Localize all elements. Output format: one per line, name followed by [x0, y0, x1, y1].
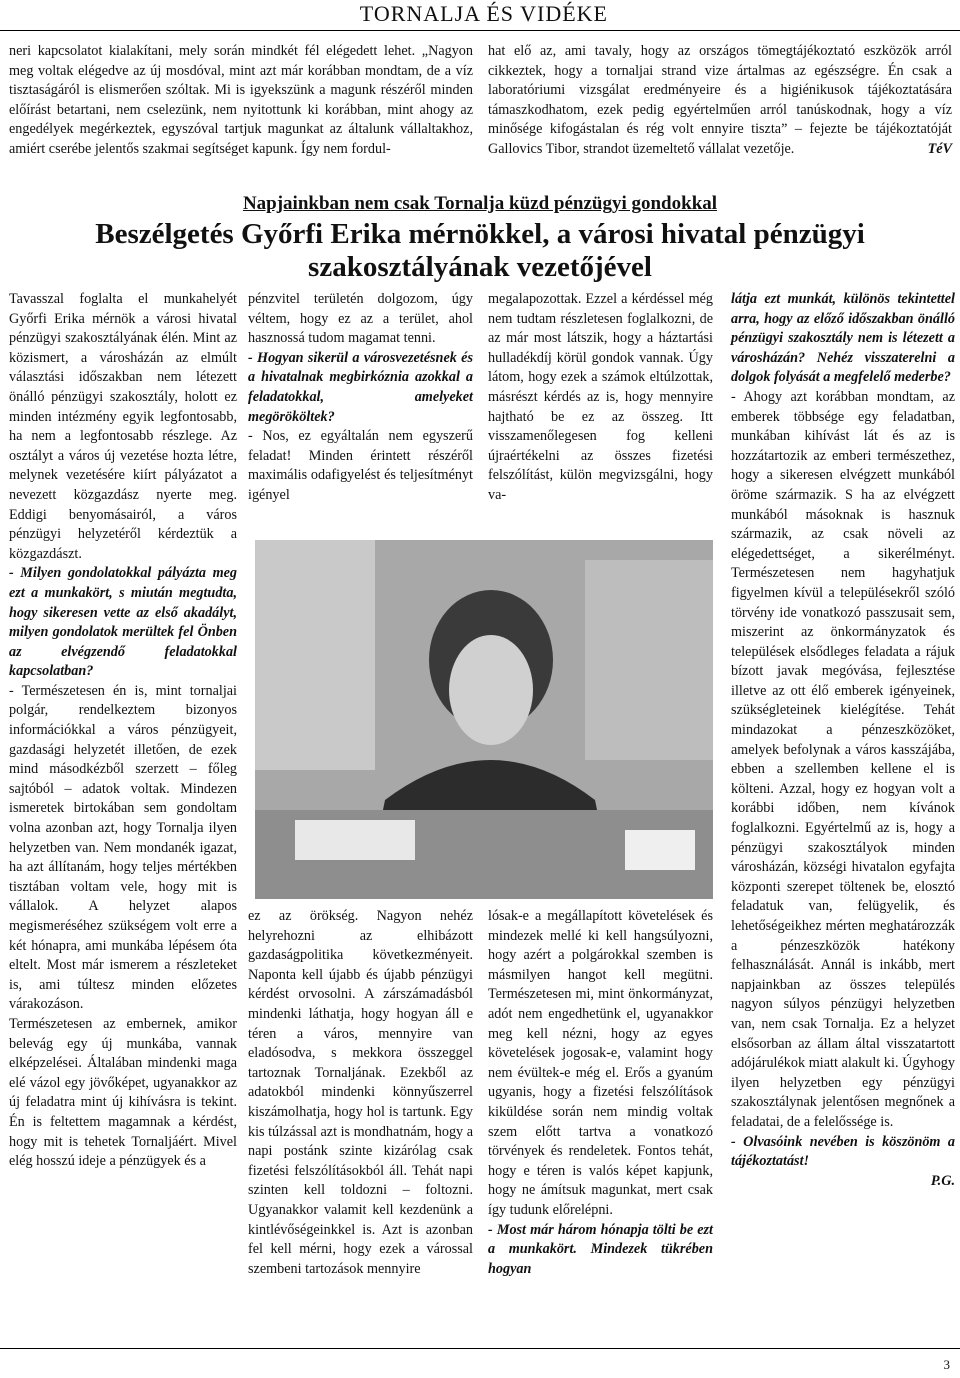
prev-article-col1 — [9, 42, 473, 160]
interview-question: látja ezt munkát, különös tekintettel arra, hogy az előző időszakban önálló pénzügyi szakosztály nem is létezett a városházán? Nehéz visszaterelni a dolgok folyását a megfelelő mederbe? — [731, 291, 955, 386]
article-paragraph: ez az örökség. Nagyon nehéz helyrehozni az elhibázott gazdaságpolitika következményeit. Naponta kell újabb és újabb pénzügyi kérdést orvosolni. A zárszámadásból mindenki láthatja, hogy hogyan áll e téren a város, mennyire van eladósodva, s mekkora összeggel tartoznak Tornaljának. Ezekből az adatokból mindenki könnyűszerrel kiszámolhatja, hogy hol is tartunk. Egy kis túlzással azt is mondhatnám, hogy a napi postánk szinte kizárólag csak fizetési felszólításokból áll. Tehát napi szinten kell toldozni – foltozni. Ugyanakkor valamit kell kezdenünk a kintlévőségeinkkel is. Azt is azonban fel kell mérni, hogy ezek a várossal szembeni tartozások mennyire — [248, 908, 473, 1277]
article-paragraph: Tavasszal foglalta el munkahelyét Győrfi Erika mérnök a városi hivatal pénzügyi szakosztályának élén. Mint az közismert, a városházán az elmúlt választási időszakban nem létezett önálló pénzügyi szakosztály, holott ez minden intézmény egyik legfontosabb, ha nem a legfontosabb részlege. Az osztályt a város új vezetése hozta létre, melynek vezetésére kiírt pályázatot a nevezett közgazdász nyerte meg. Eddigi benyomásairól, a város pénzügyi helyzetéről kérdeztük a közgazdászt. — [9, 291, 237, 562]
newspaper-title: TORNALJA ÉS VIDÉKE — [359, 1, 608, 26]
article-col2-top — [248, 290, 473, 506]
article-col1 — [9, 290, 237, 1172]
article-col3-bottom — [488, 907, 713, 1279]
prev-article-signature: TéV — [927, 140, 952, 157]
author-signature: P.G. — [930, 1172, 955, 1189]
article-paragraph: - Természetesen én is, mint tornaljai polgár, rendelkeztem bizonyos információkkal a város pénzügyeit, gazdasági helyzetét illetően, de ezek mind másodkézből szerzett – főleg sajtóból – adatok voltak. Mindezen ismeretek birtokában sem gondoltam volna azonban azt, hogy Tornalja ilyen helyzetben van. Nem mondanék igazat, ha azt állítanám, hogy teljes mértékben tisztában voltam vele, hogy mit is vállalok. A helyzet alapos megismeréséhez szükségem volt erre a két hónapra, ami munkába lépésem óta eltelt. Most már ismerem a részleteket is, ami túltesz minden előzetes várakozáson. — [9, 682, 237, 1013]
interview-question: - Milyen gondolatokkal pályázta meg ezt a munkakört, s miután megtudta, hogy sikeresen vette az első akadályt, milyen gondolatok merültek fel Önben az elvégzendő feladatokkal kapcsolatban? — [9, 565, 237, 680]
prev-article-col2-text: hat elő az, ami tavaly, hogy az országos tömegtájékoztató eszközök arról cikkeztek, hogy a tornaljai strand vize ártalmas az egészségre. Én csak a laboratóriumi vizsgálat eredményeire és a higiénikusok tájékoztatására támaszkodhatom, ezek pedig egyértelműen arról tanúskodnak, hogy a víz minősége kifogástalan és rég volt ennyire tiszta” – fejezte be tájékoztatóját Gallovics Tibor, strandot üzemeltető vállalat vezetője. — [488, 43, 952, 157]
article-kicker: Napjainkban nem csak Tornalja küzd pénzügyi gondokkal — [242, 193, 718, 214]
prev-article-col2 — [488, 42, 952, 160]
article-headline: Beszélgetés Győrfi Erika mérnökkel, a városi hivatal pénzügyi szakosztályának vezetőjével — [95, 218, 865, 283]
article-paragraph: lósak-e a megállapított követelések és mindezek mellé ki kell hangsúlyozni, hogy azért a polgárokkal szemben is másmilyen hangot kell megütni. Természetesen mi, mint önkormányzat, adót nem engedhetünk el, ugyanakkor meg kell nézni, hogy az egyes követelések jogosak-e, valamint hogy nem évültek-e még el. Erős a gyanúm ugyanis, hogy a fizetési felszólítások kiküldése során nem mindig voltak szem előtt tartva a vonatkozó törvények és rendeletek. Fontos tehát, hogy e téren is valós képet kapjunk, hogy ne ámítsuk magunkat, mert csak így tudunk előrelépni. — [488, 908, 713, 1218]
interview-question: - Most már három hónapja tölti be ezt a munkakört. Mindezek tükrében hogyan — [488, 1221, 713, 1277]
interview-photo — [255, 540, 713, 899]
photo-portrait-illustration — [255, 540, 713, 899]
footer-rule — [0, 1348, 960, 1349]
article-paragraph: - Ahogy azt korábban mondtam, az emberek többsége egy feladatban, munkában kihívást lát és az is hozzátartozik az emberi természethez, hogy a sikeresen elvégzett munkából öröme származik. S ha az elvégzett munkából másoknak is hasznuk származik, az csak növeli az elégedettséget, a sikerélményt. Természetesen nem hagyhatjuk figyelmen kívül a településekről szóló törvény ide vonatkozó passzusait sem, miszerint az önkormányzatok és települések elsődleges feladata a rájuk bízott javak megóvása, fejlesztése illetve az ott élő emberek igényeinek, szükségleteinek kielégítése. Tehát mindazokat a pénzeszközöket, amelyek befolynak a város kasszájába, ebben a szellemben kellene el is költeni. Azzal, hogy ez hogyan volt a korábbi időben, nem kívánok foglalkozni. Egyértelmű az is, hogy a pénzügyi szakosztályok minden városházán, községi hivatalon egyfajta központi szerepet töltenek be, elosztó feladatuk van, felügyelik, és lehetőségeikhez mérten meghatározzák a pénzeszközök hatékony felhasználását. Annál is inkább, mert napjainkban az összes település nagyon súlyos pénzügyi helyzetben van, nem csak Tornalja. Ez a helyzet elsősorban az állam által visszatartott adójárulékok miatt alakult ki. Úgyhogy ilyen helyzetben egy pénzügyi szakosztálynak jelentősen megnőnek a feladatai, de a felelőssége is. — [731, 388, 955, 1130]
article-paragraph: Természetesen az embernek, amikor belevág egy új munkába, vannak elképzelései. Általában mindenki maga elé vázol egy jövőképet, ugyanakkor az új feladatra mint új kihívásra is tekint. Én is feltettem magamnak a kérdést, hogy mit is tehetek Tornaljáért. Mivel elég hosszú ideje a pénzügyek és a — [9, 1015, 237, 1170]
article-paragraph: - Nos, ez egyáltalán nem egyszerű feladat! Minden érintett részéről maximális odafigyelést és teljesítményt igényel — [248, 428, 473, 503]
article-paragraph: pénzvitel területén dolgozom, úgy véltem, hogy ez az a terület, ahol hasznossá tudom magamat tenni. — [248, 291, 473, 347]
page-number: 3 — [943, 1357, 950, 1372]
article-col3-top — [488, 290, 713, 506]
interview-question: - Hogyan sikerül a városvezetésnek és a hivatalnak megbirkóznia azokkal a feladatokkal, amelyeket megörököltek? — [248, 349, 473, 425]
prev-article-col1-paragraph: neri kapcsolatot kialakítani, mely során mindkét fél elégedett lehet. „Nagyon meg voltak elégedve az új mosdóval, mint azt már korábban mondtam, de a víz tisztaságáról is elismerően szóltak. Mi is igyekszünk a magunk részéről minden előírást betartani, nem cselezünk, nem nyitottunk ki korábban, mint ahogy az engedélyek megérkeztek, egyszóval tartjuk magunkat az általunk vállaltakhoz, amiért cserébe jelentős szakmai segítséget kapunk. Így nem fordul- — [9, 43, 473, 157]
interview-question: - Olvasóink nevében is köszönöm a tájékoztatást! — [731, 1133, 955, 1170]
article-paragraph: megalapozottak. Ezzel a kérdéssel még nem tudtam részletesen foglalkozni, de az már most látszik, hogy a háztartási hulladékdíj körül gondok vannak. Úgy látom, hogy ezek a számok eltúlzottak, másrészt kérdés az is, hogy mennyire hajtható be ez az összeg. Itt visszamenőlegesen fog kelleni újraértékelni az összes fizetési felszólítást, külön megvizsgálni, hogy va- — [488, 291, 713, 503]
article-col4 — [731, 290, 955, 1191]
masthead — [0, 0, 960, 31]
article-col2-bottom — [248, 907, 473, 1279]
